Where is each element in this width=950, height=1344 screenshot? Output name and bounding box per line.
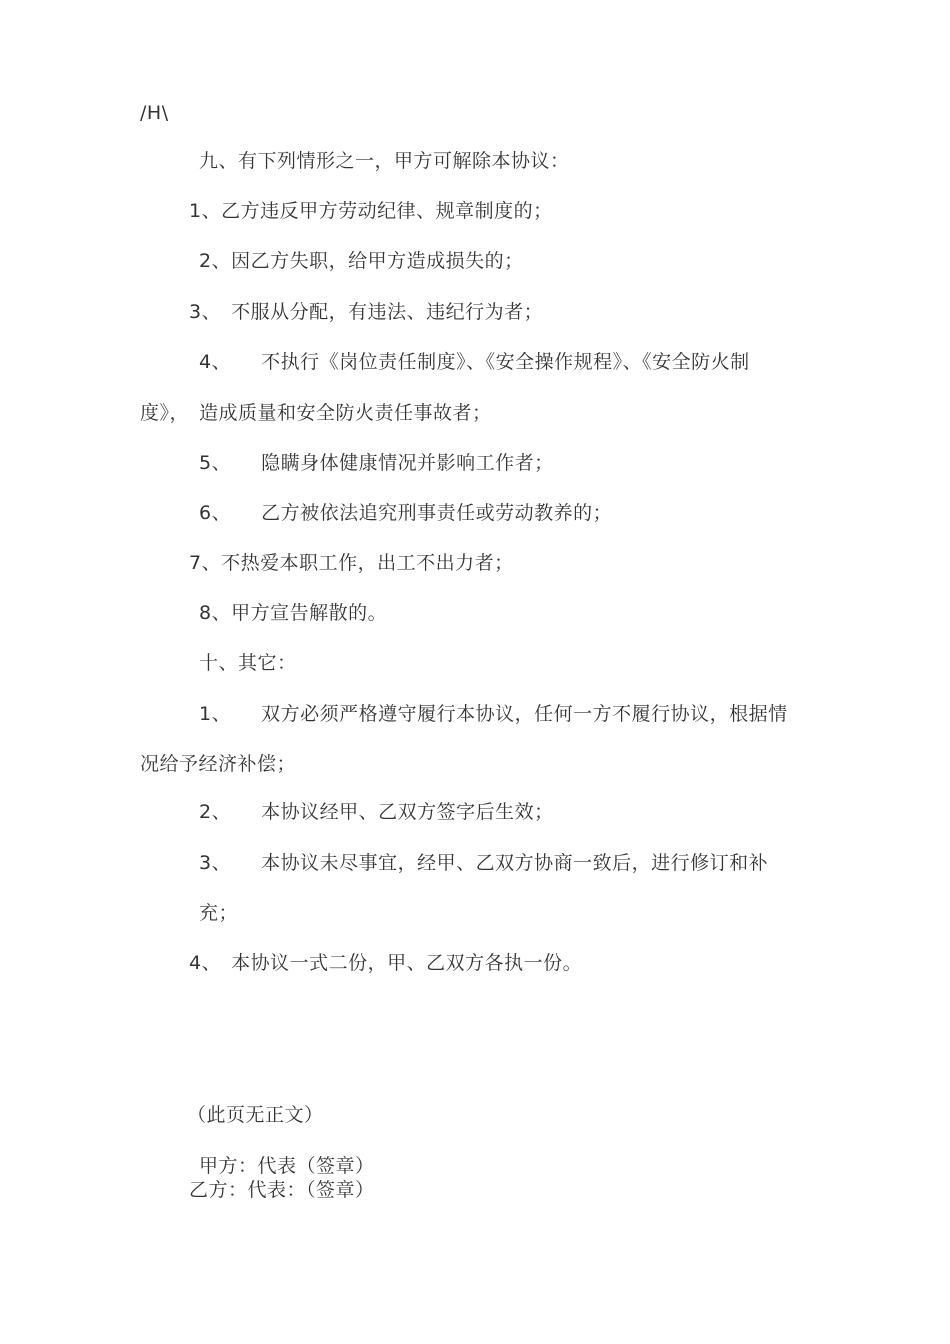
no-body-note: （此页无正文） <box>187 1104 324 1126</box>
section-10-item-2 <box>199 800 554 824</box>
section-9-item-4-continuation <box>140 401 492 425</box>
section-9-title: 九、有下列情形之一，甲方可解除本协议： <box>199 150 570 172</box>
section-9-item-8 <box>199 601 387 625</box>
item-number: 5、 <box>199 452 232 474</box>
item-number: 2、 <box>199 250 232 272</box>
section-10-item-3 <box>199 851 768 875</box>
item-text-cont: 度》， <box>140 402 190 424</box>
item-number: 2、 <box>199 801 232 823</box>
section-9-item-3 <box>189 300 543 324</box>
item-text: 甲方宣告解散的。 <box>231 602 388 624</box>
item-text: 乙方被依法追究刑事责任或劳动教养的； <box>261 502 613 524</box>
item-number: 4、 <box>189 952 222 974</box>
item-number: 8、 <box>199 602 232 624</box>
section-9-item-1 <box>189 199 553 223</box>
item-text: 因乙方失职，给甲方造成损失的； <box>231 250 524 272</box>
section-9-item-5 <box>199 451 554 475</box>
item-number: 3、 <box>199 852 232 874</box>
item-number: 1、 <box>199 703 232 725</box>
section-10-item-4 <box>189 951 582 975</box>
section-9-item-2 <box>199 249 524 273</box>
item-text: 不服从分配，有违法、违纪行为者； <box>231 301 544 323</box>
item-text: 不执行《岗位责任制度》、《安全操作规程》、《安全防火制 <box>261 351 750 373</box>
item-number: 1、 <box>189 200 222 222</box>
header-mark: /H\ <box>140 102 169 124</box>
item-text: 本协议未尽事宜，经甲、乙双方协商一致后，进行修订和补 <box>261 852 769 874</box>
section-10-item-1-continuation: 况给予经济补偿； <box>140 753 297 775</box>
section-10-title: 十、其它： <box>199 652 297 674</box>
section-9-item-7 <box>189 551 514 575</box>
item-number: 4、 <box>199 351 232 373</box>
item-text: 本协议经甲、乙双方签字后生效； <box>261 801 554 823</box>
item-text: 本协议一式二份，甲、乙双方各执一份。 <box>231 952 583 974</box>
item-text: 乙方违反甲方劳动纪律、规章制度的； <box>221 200 553 222</box>
party-b-signature: 乙方：代表：（签章） <box>189 1179 375 1201</box>
item-number: 3、 <box>189 301 222 323</box>
item-text: 双方必须严格遵守履行本协议，任何一方不履行协议，根据情 <box>261 703 788 725</box>
item-text: 隐瞒身体健康情况并影响工作者； <box>261 452 554 474</box>
item-text-cont2: 造成质量和安全防火责任事故者； <box>199 402 492 424</box>
item-text: 不热爱本职工作，出工不出力者； <box>221 552 514 574</box>
item-number: 6、 <box>199 502 232 524</box>
section-10-item-1 <box>199 702 788 726</box>
item-number: 7、 <box>189 552 222 574</box>
section-10-item-3-continuation: 充； <box>199 902 239 924</box>
section-9-item-4 <box>199 350 750 374</box>
party-a-signature: 甲方：代表（签章） <box>199 1155 375 1177</box>
section-9-item-6 <box>199 501 612 525</box>
